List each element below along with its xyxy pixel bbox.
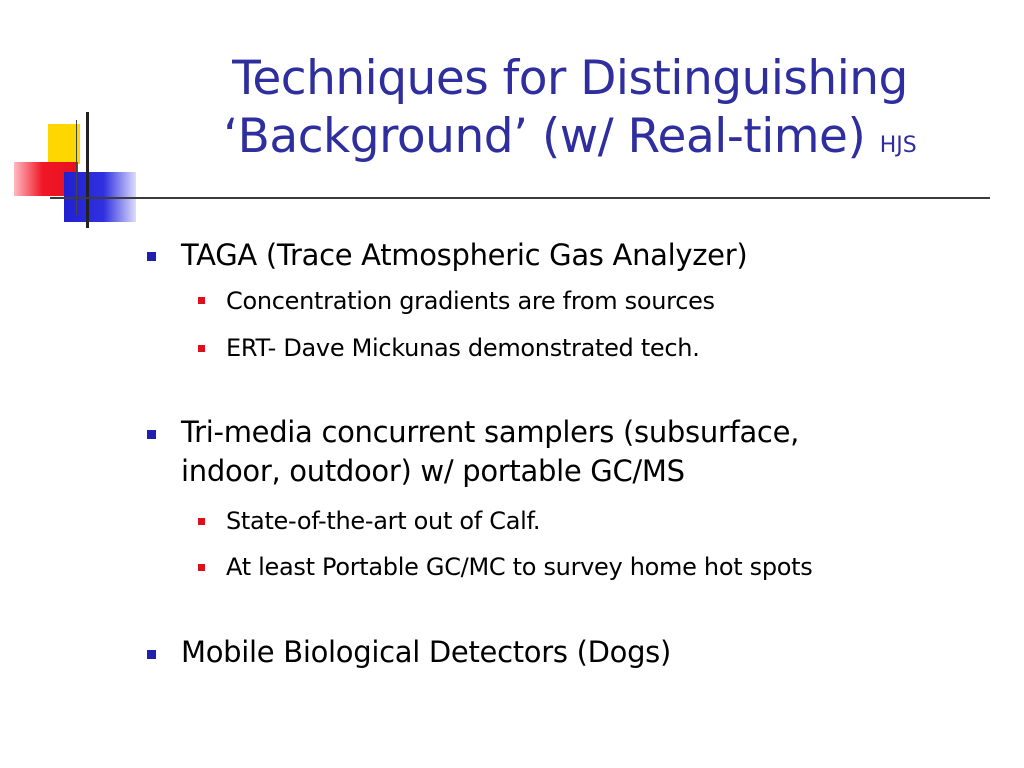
bullet-marker-level1 — [147, 430, 156, 439]
bullet-2-subitem-1: State-of-the-art out of Calf. — [226, 507, 541, 535]
logo-vertical-line — [86, 112, 89, 228]
bullet-1-subitem-2: ERT- Dave Mickunas demonstrated tech. — [226, 334, 700, 362]
slide-title — [150, 50, 990, 175]
bullet-2-subitem-2: At least Portable GC/MC to survey home hot spots — [226, 553, 813, 581]
bullet-2-text-line-1: Tri-media concurrent samplers (subsurface, — [181, 415, 800, 449]
bullet-1-subitem-1: Concentration gradients are from sources — [226, 287, 715, 315]
decorative-squares-logo — [0, 0, 160, 240]
bullet-marker-level1 — [147, 252, 156, 261]
bullet-marker-level2 — [198, 564, 205, 571]
bullet-3-text: Mobile Biological Detectors (Dogs) — [181, 635, 672, 669]
title-line-2 — [150, 108, 990, 175]
bullet-marker-level2 — [198, 518, 205, 525]
author-tag: HJS — [879, 133, 917, 158]
bullet-marker-level1 — [147, 650, 156, 659]
title-divider-line — [50, 197, 990, 199]
bullet-2-text-line-2: indoor, outdoor) w/ portable GC/MS — [181, 454, 685, 488]
logo-thin-line — [76, 120, 77, 215]
bullet-marker-level2 — [198, 345, 205, 352]
bullet-1-text: TAGA (Trace Atmospheric Gas Analyzer) — [181, 238, 748, 272]
title-line-1: Techniques for Distinguishing — [232, 51, 908, 106]
title-line-2-text: ‘Background’ (w/ Real-time) — [223, 109, 866, 164]
bullet-marker-level2 — [198, 297, 205, 304]
